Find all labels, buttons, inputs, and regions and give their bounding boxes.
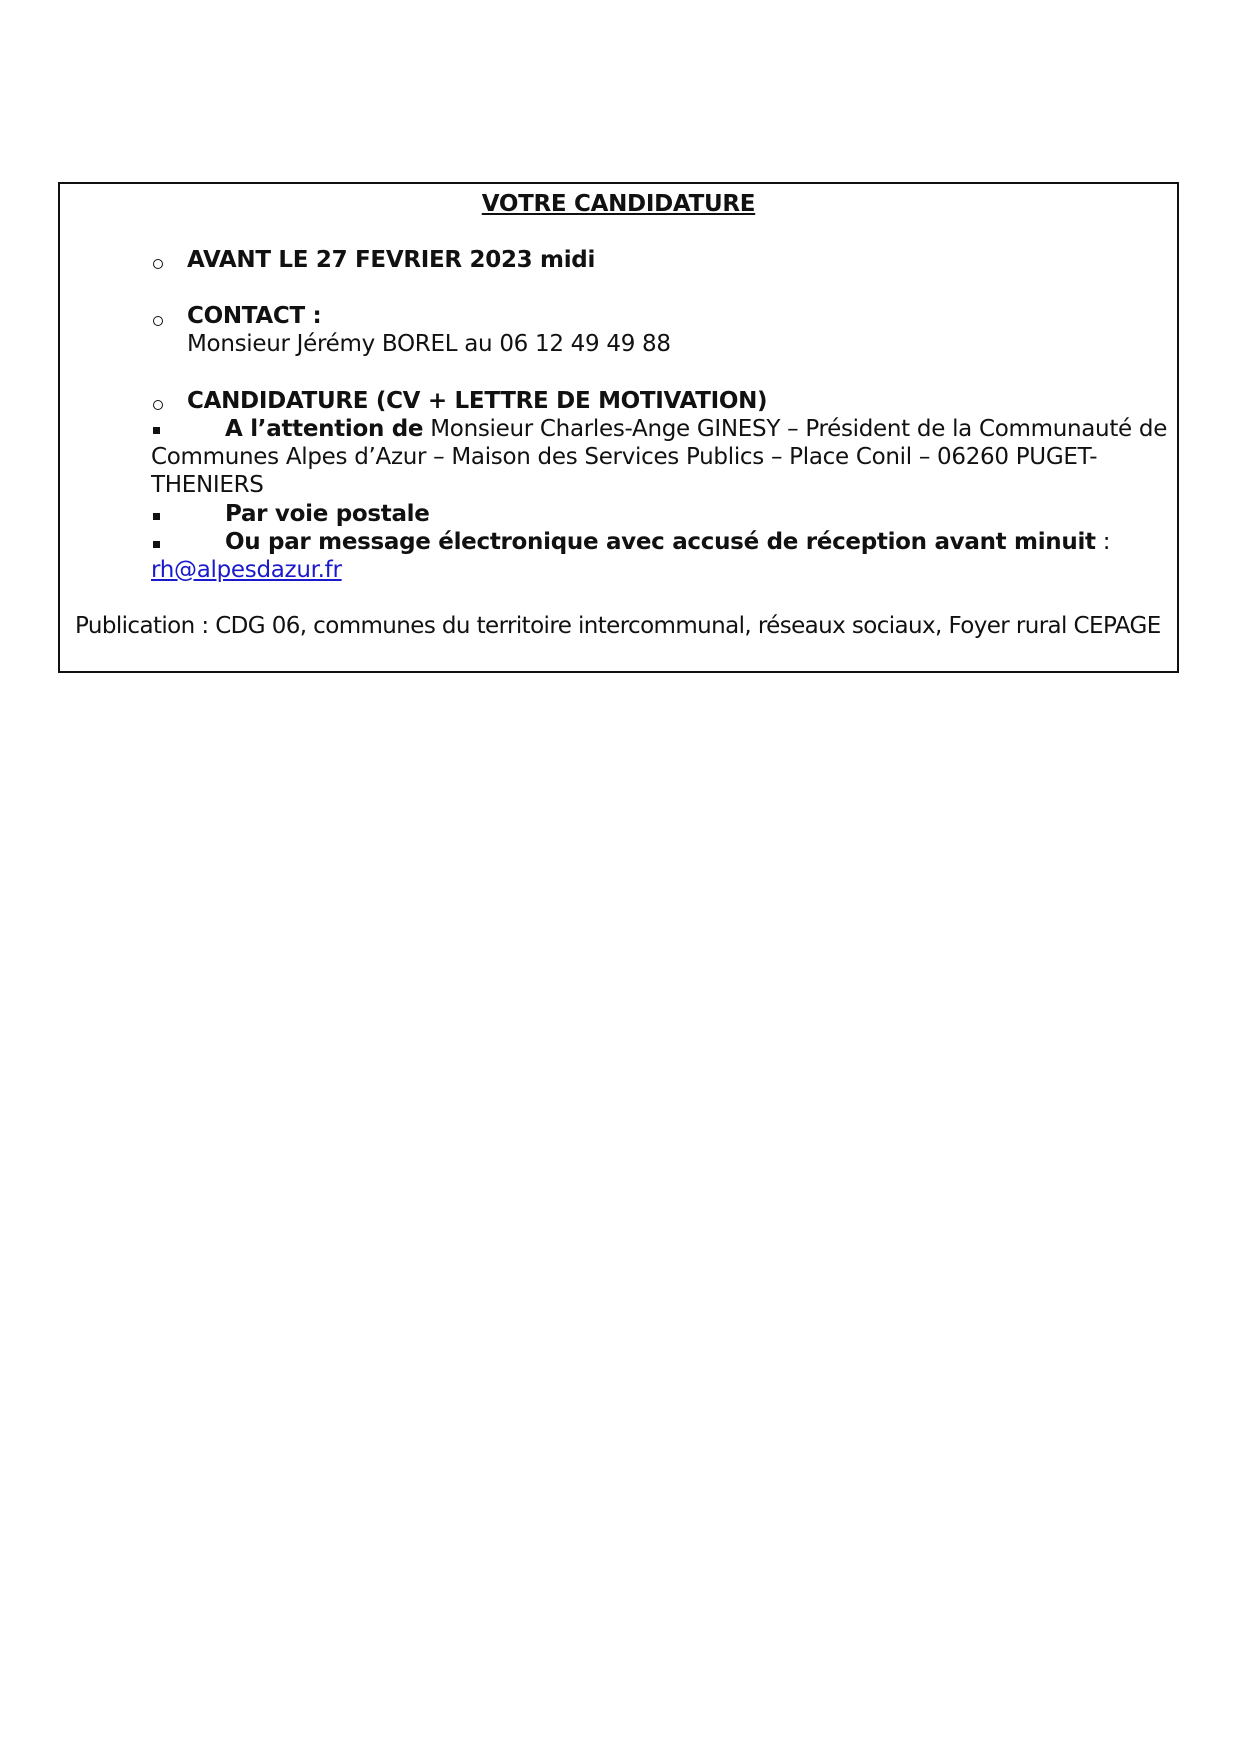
- deadline-text: AVANT LE 27 FEVRIER 2023 midi: [187, 247, 596, 273]
- application-heading: CANDIDATURE (CV + LETTRE DE MOTIVATION): [187, 388, 768, 414]
- email-link-line: [151, 556, 342, 584]
- square-bullet-icon: [153, 513, 160, 520]
- email-option-label: Ou par message électronique avec accusé de réception avant minuit: [225, 529, 1096, 555]
- attention-line: [225, 415, 1167, 443]
- attention-label: A l’attention de: [225, 416, 424, 442]
- email-link[interactable]: rh@alpesdazur.fr: [151, 557, 342, 583]
- circle-bullet-icon: [153, 316, 163, 326]
- circle-bullet-icon: [153, 259, 163, 269]
- email-option: [225, 528, 1110, 556]
- attention-address-line: Communes Alpes d’Azur – Maison des Services Publics – Place Conil – 06260 PUGET-: [151, 444, 1098, 470]
- candidature-box: [58, 182, 1179, 673]
- contact-heading: CONTACT :: [187, 303, 322, 329]
- square-bullet-icon: [153, 541, 160, 548]
- section-title: VOTRE CANDIDATURE: [481, 191, 756, 217]
- email-option-colon: :: [1095, 529, 1111, 555]
- circle-bullet-icon: [153, 400, 163, 410]
- postal-option: Par voie postale: [225, 501, 430, 527]
- contact-detail: Monsieur Jérémy BOREL au 06 12 49 49 88: [187, 331, 671, 357]
- attention-recipient: Monsieur Charles-Ange GINESY – Président de la Communauté de: [423, 416, 1168, 442]
- attention-city-line: THENIERS: [151, 472, 264, 498]
- publication-text: Publication : CDG 06, communes du territoire intercommunal, réseaux sociaux, Foyer rural CEPAGE: [75, 613, 1161, 639]
- square-bullet-icon: [153, 427, 160, 434]
